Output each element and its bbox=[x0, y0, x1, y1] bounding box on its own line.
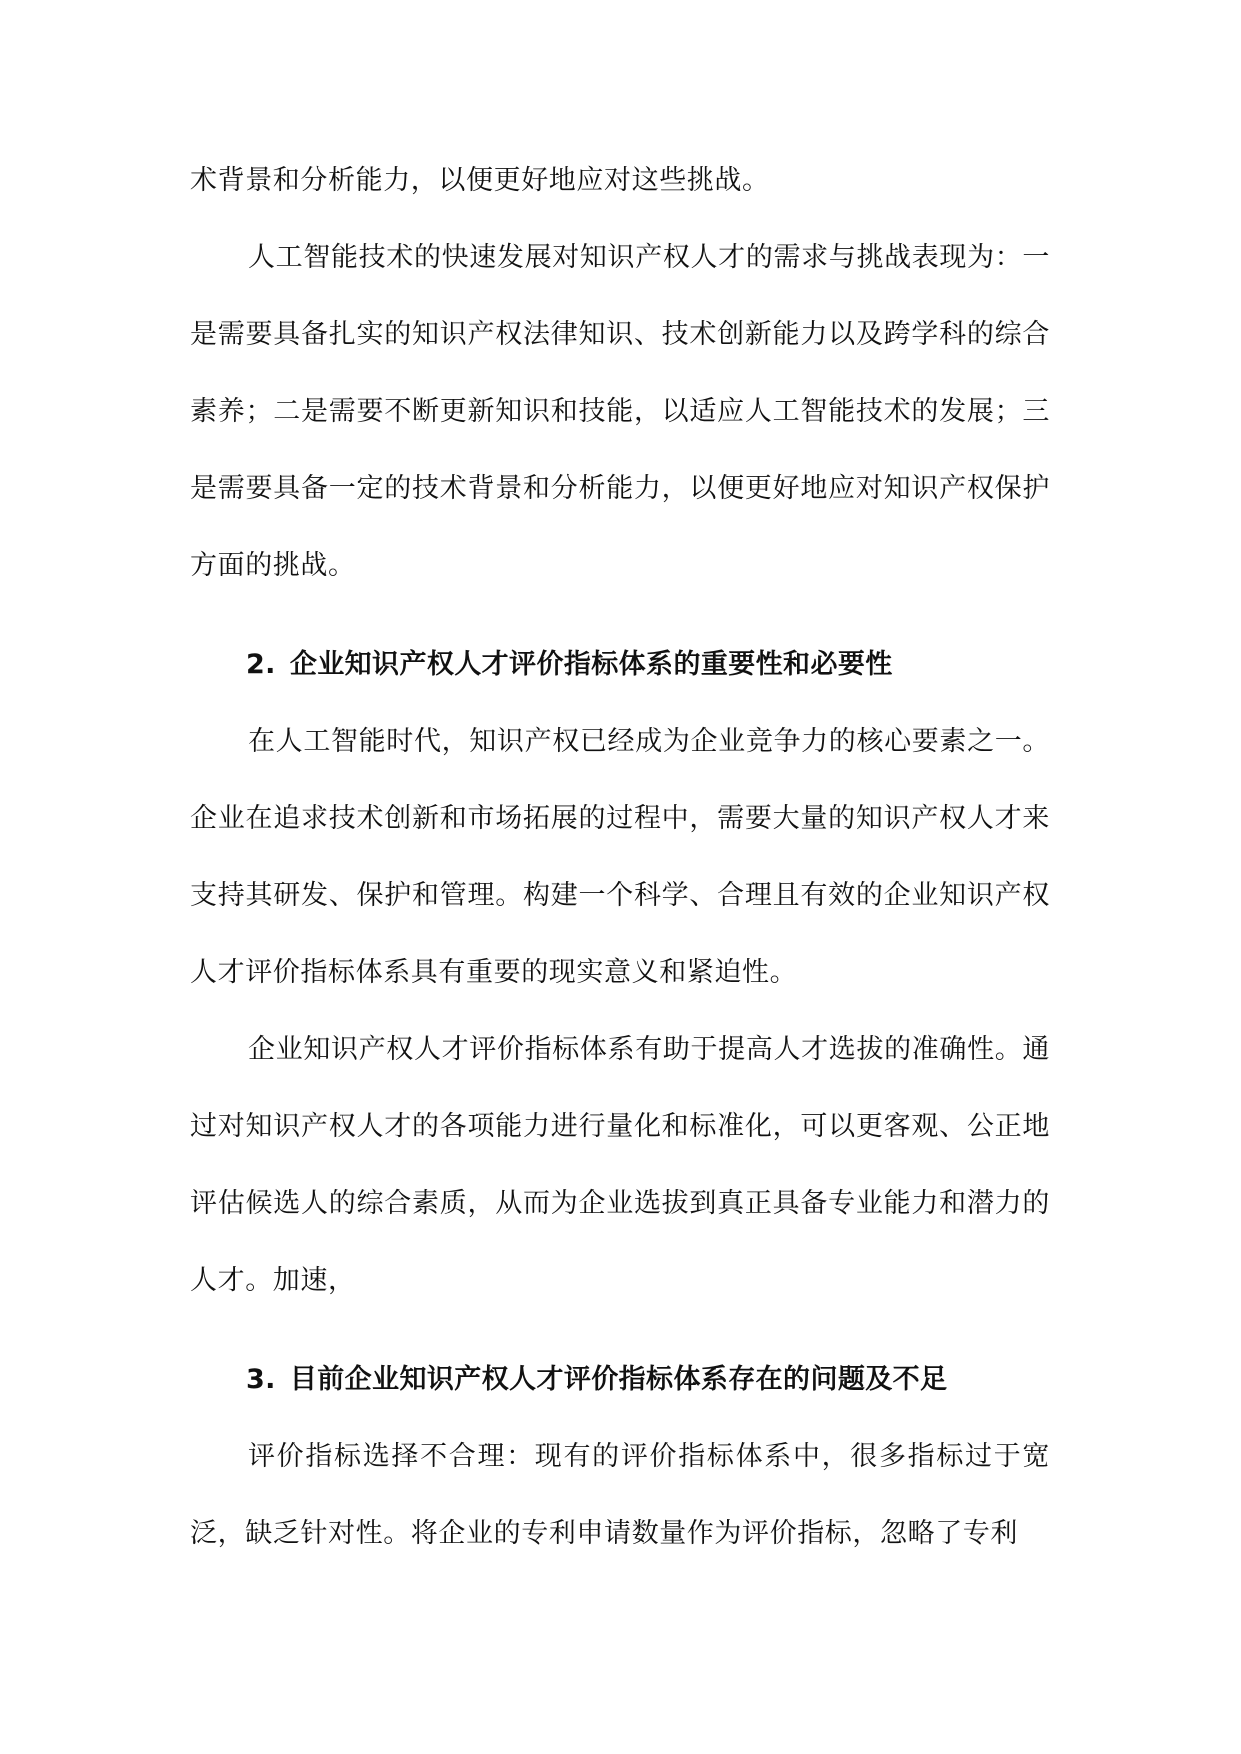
section-title: 目前企业知识产权人才评价指标体系存在的问题及不足 bbox=[289, 1364, 948, 1395]
paragraph-ai-talent-demand: 人工智能技术的快速发展对知识产权人才的需求与挑战表现为：一是需要具备扎实的知识产权法律知识、技术创新能力以及跨学科的综合素养；二是需要不断更新知识和技能，以适应人工智能技术的发展；三是需要具备一定的技术背景和分析能力，以便更好地应对知识产权保护方面的挑战。 bbox=[190, 242, 1050, 581]
paragraph-continuation: 术背景和分析能力，以便更好地应对这些挑战。 bbox=[190, 165, 770, 196]
paragraph-selection-accuracy: 企业知识产权人才评价指标体系有助于提高人才选拔的准确性。通过对知识产权人才的各项能力进行量化和标准化，可以更客观、公正地评估候选人的综合素质，从而为企业选拔到真正具备专业能力和潜力的人才。加速， bbox=[190, 1034, 1050, 1296]
section-heading-2 bbox=[190, 626, 1050, 703]
paragraph-problems: 评价指标选择不合理：现有的评价指标体系中，很多指标过于宽泛，缺乏针对性。将企业的专利申请数量作为评价指标，忽略了专利 bbox=[190, 1441, 1050, 1549]
section-heading-3 bbox=[190, 1341, 1050, 1418]
section-number: 2. bbox=[246, 649, 276, 680]
section-number: 3. bbox=[246, 1364, 276, 1395]
section-title: 企业知识产权人才评价指标体系的重要性和必要性 bbox=[289, 649, 893, 680]
paragraph-importance: 在人工智能时代，知识产权已经成为企业竞争力的核心要素之一。企业在追求技术创新和市场拓展的过程中，需要大量的知识产权人才来支持其研发、保护和管理。构建一个科学、合理且有效的企业知识产权人才评价指标体系具有重要的现实意义和紧迫性。 bbox=[190, 726, 1050, 988]
document-body bbox=[190, 142, 1050, 1572]
